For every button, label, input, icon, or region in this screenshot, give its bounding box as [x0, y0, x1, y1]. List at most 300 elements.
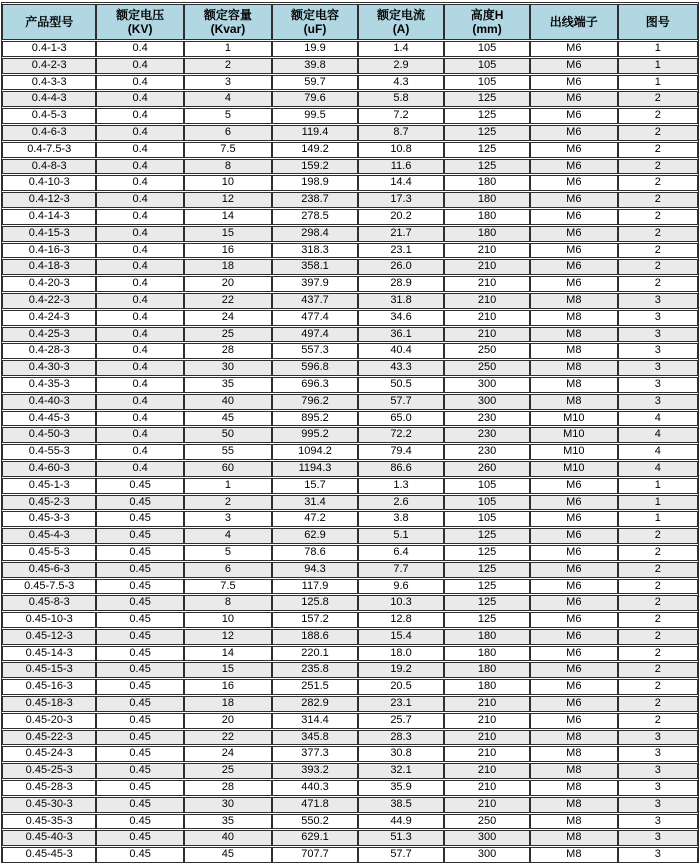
table-cell: 251.5	[272, 679, 358, 695]
table-row	[2, 495, 698, 511]
table-cell: 1	[618, 75, 698, 91]
table-row	[2, 444, 698, 460]
table-cell: 125	[444, 91, 530, 107]
table-cell: 12	[184, 629, 272, 645]
table-cell: 0.4	[96, 192, 183, 208]
table-row	[2, 125, 698, 141]
column-header-label: 额定电压	[116, 8, 165, 22]
table-cell: 4	[184, 91, 272, 107]
table-row	[2, 830, 698, 846]
table-cell: 16	[184, 243, 272, 259]
table-cell: 25.7	[358, 713, 444, 729]
table-cell: M6	[530, 629, 617, 645]
table-cell: 3	[618, 360, 698, 376]
table-cell: 0.45-45-3	[2, 847, 96, 863]
table-row	[2, 259, 698, 275]
table-cell: 36.1	[358, 327, 444, 343]
column-header-unit: (A)	[392, 22, 410, 36]
table-row	[2, 579, 698, 595]
table-cell: 0.45-10-3	[2, 612, 96, 628]
table-cell: 14	[184, 646, 272, 662]
table-cell: 437.7	[272, 293, 358, 309]
table-cell: 3	[618, 377, 698, 393]
table-cell: M6	[530, 528, 617, 544]
table-cell: 1	[618, 495, 698, 511]
table-cell: M8	[530, 343, 617, 359]
table-cell: 0.4-50-3	[2, 427, 96, 443]
table-cell: 38.5	[358, 797, 444, 813]
table-row	[2, 75, 698, 91]
table-cell: 18	[184, 259, 272, 275]
table-cell: 440.3	[272, 780, 358, 796]
table-cell: 0.45-24-3	[2, 746, 96, 762]
table-cell: 314.4	[272, 713, 358, 729]
table-cell: 2	[618, 612, 698, 628]
table-cell: M6	[530, 595, 617, 611]
table-cell: 34.6	[358, 310, 444, 326]
table-cell: 0.45	[96, 780, 183, 796]
table-cell: 230	[444, 411, 530, 427]
table-cell: 24	[184, 746, 272, 762]
table-cell: M6	[530, 142, 617, 158]
table-cell: 1	[618, 511, 698, 527]
table-cell: M6	[530, 58, 617, 74]
column-header-4	[272, 4, 358, 40]
table-row	[2, 327, 698, 343]
table-cell: 40	[184, 394, 272, 410]
table-cell: 0.45-20-3	[2, 713, 96, 729]
table-cell: 159.2	[272, 159, 358, 175]
table-cell: 0.45	[96, 629, 183, 645]
table-cell: 180	[444, 209, 530, 225]
table-cell: 3	[618, 327, 698, 343]
column-header-5	[358, 4, 444, 40]
table-row	[2, 427, 698, 443]
table-cell: 125	[444, 142, 530, 158]
table-cell: 57.7	[358, 847, 444, 863]
table-cell: 2	[618, 209, 698, 225]
table-cell: 1	[184, 478, 272, 494]
table-cell: 0.45-8-3	[2, 595, 96, 611]
table-cell: 2	[618, 259, 698, 275]
table-cell: 3	[618, 797, 698, 813]
table-cell: 31.8	[358, 293, 444, 309]
table-cell: 0.4	[96, 259, 183, 275]
table-cell: 210	[444, 763, 530, 779]
table-cell: 44.9	[358, 814, 444, 830]
table-cell: 2	[618, 679, 698, 695]
table-row	[2, 343, 698, 359]
table-cell: 210	[444, 259, 530, 275]
column-header-unit: (mm)	[472, 22, 502, 36]
table-body	[2, 41, 698, 863]
table-cell: 0.4	[96, 159, 183, 175]
table-cell: 230	[444, 444, 530, 460]
table-cell: M6	[530, 612, 617, 628]
table-cell: 105	[444, 75, 530, 91]
table-cell: 3	[618, 847, 698, 863]
table-cell: 300	[444, 830, 530, 846]
table-cell: 25	[184, 763, 272, 779]
table-cell: 995.2	[272, 427, 358, 443]
table-cell: 0.45-4-3	[2, 528, 96, 544]
table-cell: 105	[444, 511, 530, 527]
table-cell: 0.4-25-3	[2, 327, 96, 343]
table-cell: 2	[618, 662, 698, 678]
table-cell: M8	[530, 797, 617, 813]
table-cell: 12.8	[358, 612, 444, 628]
table-cell: M6	[530, 679, 617, 695]
table-row	[2, 243, 698, 259]
table-cell: M6	[530, 41, 617, 57]
table-cell: 7.5	[184, 142, 272, 158]
table-row	[2, 293, 698, 309]
table-cell: 119.4	[272, 125, 358, 141]
table-cell: 5.8	[358, 91, 444, 107]
table-cell: 20	[184, 276, 272, 292]
table-cell: 2	[618, 562, 698, 578]
table-cell: M6	[530, 646, 617, 662]
table-cell: 14.4	[358, 175, 444, 191]
table-cell: 4	[618, 411, 698, 427]
table-cell: 10	[184, 175, 272, 191]
table-row	[2, 175, 698, 191]
table-cell: M6	[530, 159, 617, 175]
table-cell: 10	[184, 612, 272, 628]
table-cell: M6	[530, 713, 617, 729]
table-cell: M6	[530, 662, 617, 678]
table-row	[2, 595, 698, 611]
table-cell: 260	[444, 461, 530, 477]
table-cell: M8	[530, 730, 617, 746]
table-cell: 2	[618, 579, 698, 595]
column-header-6	[444, 4, 530, 40]
table-cell: 4	[184, 528, 272, 544]
table-cell: 2	[618, 276, 698, 292]
table-cell: 0.4	[96, 91, 183, 107]
table-cell: 0.4	[96, 427, 183, 443]
table-cell: 180	[444, 175, 530, 191]
table-cell: 0.4	[96, 108, 183, 124]
table-cell: 2	[618, 159, 698, 175]
table-cell: 3.8	[358, 511, 444, 527]
table-cell: 0.4-4-3	[2, 91, 96, 107]
table-cell: 557.3	[272, 343, 358, 359]
table-row	[2, 377, 698, 393]
table-cell: 0.4	[96, 276, 183, 292]
table-cell: 28	[184, 343, 272, 359]
table-row	[2, 108, 698, 124]
table-cell: 3	[618, 730, 698, 746]
table-cell: 0.4	[96, 327, 183, 343]
column-header-unit: (KV)	[127, 22, 153, 36]
table-cell: 25	[184, 327, 272, 343]
table-row	[2, 679, 698, 695]
table-cell: 35.9	[358, 780, 444, 796]
table-cell: 220.1	[272, 646, 358, 662]
table-cell: 105	[444, 41, 530, 57]
column-header-label: 额定容量	[203, 8, 252, 22]
table-cell: 0.45-35-3	[2, 814, 96, 830]
table-row	[2, 478, 698, 494]
table-cell: 0.45	[96, 847, 183, 863]
table-cell: 50.5	[358, 377, 444, 393]
table-row	[2, 713, 698, 729]
table-cell: 210	[444, 276, 530, 292]
table-cell: 2	[618, 108, 698, 124]
table-cell: 5.1	[358, 528, 444, 544]
table-cell: 8.7	[358, 125, 444, 141]
table-cell: 3	[618, 780, 698, 796]
table-cell: 596.8	[272, 360, 358, 376]
table-cell: 10.3	[358, 595, 444, 611]
table-cell: 2	[618, 629, 698, 645]
table-cell: 157.2	[272, 612, 358, 628]
table-cell: 22	[184, 730, 272, 746]
table-cell: 0.45	[96, 830, 183, 846]
table-row	[2, 629, 698, 645]
header-row	[2, 4, 698, 40]
table-cell: 1194.3	[272, 461, 358, 477]
table-cell: 40.4	[358, 343, 444, 359]
table-cell: M6	[530, 75, 617, 91]
table-cell: 0.4-40-3	[2, 394, 96, 410]
table-cell: 40	[184, 830, 272, 846]
table-cell: M8	[530, 847, 617, 863]
table-cell: 300	[444, 377, 530, 393]
table-cell: 0.45	[96, 595, 183, 611]
table-cell: 0.45	[96, 562, 183, 578]
table-cell: 105	[444, 495, 530, 511]
table-cell: 39.8	[272, 58, 358, 74]
table-cell: 0.45-12-3	[2, 629, 96, 645]
table-cell: 0.4-14-3	[2, 209, 96, 225]
table-cell: 2	[618, 142, 698, 158]
table-cell: 0.4-28-3	[2, 343, 96, 359]
table-cell: 0.4-8-3	[2, 159, 96, 175]
table-cell: 0.45	[96, 511, 183, 527]
table-cell: 0.4	[96, 394, 183, 410]
table-cell: M8	[530, 814, 617, 830]
table-cell: 2	[618, 545, 698, 561]
table-cell: 250	[444, 343, 530, 359]
table-cell: 180	[444, 662, 530, 678]
table-cell: 8	[184, 159, 272, 175]
table-cell: 629.1	[272, 830, 358, 846]
table-cell: 0.4	[96, 343, 183, 359]
table-cell: 318.3	[272, 243, 358, 259]
table-row	[2, 814, 698, 830]
table-cell: 149.2	[272, 142, 358, 158]
table-cell: 0.45	[96, 478, 183, 494]
table-cell: 24	[184, 310, 272, 326]
table-cell: 2	[618, 91, 698, 107]
table-cell: 1	[618, 478, 698, 494]
table-cell: 2	[618, 125, 698, 141]
table-cell: 210	[444, 243, 530, 259]
table-cell: M6	[530, 478, 617, 494]
table-cell: 210	[444, 293, 530, 309]
table-cell: 125	[444, 579, 530, 595]
table-cell: 51.3	[358, 830, 444, 846]
table-cell: 0.45-6-3	[2, 562, 96, 578]
table-cell: 0.45-25-3	[2, 763, 96, 779]
table-cell: 3	[618, 293, 698, 309]
table-cell: 57.7	[358, 394, 444, 410]
table-cell: 0.4-3-3	[2, 75, 96, 91]
table-cell: 105	[444, 58, 530, 74]
table-cell: 0.4	[96, 175, 183, 191]
table-cell: 9.6	[358, 579, 444, 595]
table-cell: 26.0	[358, 259, 444, 275]
table-row	[2, 41, 698, 57]
table-cell: 10.8	[358, 142, 444, 158]
table-cell: M10	[530, 411, 617, 427]
table-cell: 2	[618, 595, 698, 611]
table-cell: 0.4-22-3	[2, 293, 96, 309]
table-cell: 125.8	[272, 595, 358, 611]
table-cell: 12	[184, 192, 272, 208]
table-cell: 0.4	[96, 226, 183, 242]
table-cell: 18	[184, 696, 272, 712]
table-cell: 345.8	[272, 730, 358, 746]
table-cell: 300	[444, 847, 530, 863]
table-cell: 0.4	[96, 125, 183, 141]
table-cell: 99.5	[272, 108, 358, 124]
table-cell: 0.45	[96, 814, 183, 830]
table-cell: 238.7	[272, 192, 358, 208]
table-cell: M6	[530, 192, 617, 208]
table-cell: 278.5	[272, 209, 358, 225]
table-cell: 0.45-1-3	[2, 478, 96, 494]
table-cell: 397.9	[272, 276, 358, 292]
table-cell: 79.6	[272, 91, 358, 107]
column-header-unit: (Kvar)	[210, 22, 246, 36]
table-cell: 0.4-55-3	[2, 444, 96, 460]
capacitor-spec-table	[1, 2, 699, 863]
table-cell: 45	[184, 411, 272, 427]
table-cell: 0.4-10-3	[2, 175, 96, 191]
table-cell: 125	[444, 545, 530, 561]
table-cell: 0.45-28-3	[2, 780, 96, 796]
table-cell: 550.2	[272, 814, 358, 830]
table-cell: M6	[530, 243, 617, 259]
table-cell: 0.45-22-3	[2, 730, 96, 746]
table-cell: 78.6	[272, 545, 358, 561]
table-cell: 0.45	[96, 713, 183, 729]
table-cell: 14	[184, 209, 272, 225]
table-cell: 0.4	[96, 243, 183, 259]
table-cell: M8	[530, 763, 617, 779]
table-cell: 0.45	[96, 797, 183, 813]
table-cell: 60	[184, 461, 272, 477]
table-cell: 0.4-15-3	[2, 226, 96, 242]
table-cell: 7.5	[184, 579, 272, 595]
table-cell: 2	[618, 175, 698, 191]
table-cell: 377.3	[272, 746, 358, 762]
table-cell: 2	[618, 192, 698, 208]
column-header-label: 出线端子	[549, 15, 598, 29]
table-cell: 0.4-20-3	[2, 276, 96, 292]
table-cell: 3	[618, 310, 698, 326]
table-cell: 2	[618, 226, 698, 242]
table-cell: 47.2	[272, 511, 358, 527]
table-cell: 7.2	[358, 108, 444, 124]
table-cell: 28.3	[358, 730, 444, 746]
table-cell: 0.4	[96, 360, 183, 376]
column-header-label: 额定电流	[377, 8, 426, 22]
table-cell: 0.45-3-3	[2, 511, 96, 527]
table-cell: 0.45	[96, 730, 183, 746]
table-cell: 20.5	[358, 679, 444, 695]
table-cell: 4	[618, 444, 698, 460]
table-cell: 210	[444, 746, 530, 762]
table-cell: M6	[530, 91, 617, 107]
table-cell: 7.7	[358, 562, 444, 578]
table-cell: 15	[184, 662, 272, 678]
table-row	[2, 394, 698, 410]
table-cell: M8	[530, 780, 617, 796]
table-cell: 2	[184, 58, 272, 74]
table-cell: 0.4-24-3	[2, 310, 96, 326]
table-cell: M8	[530, 327, 617, 343]
table-cell: 477.4	[272, 310, 358, 326]
column-header-7	[530, 4, 617, 40]
column-header-3	[184, 4, 272, 40]
table-cell: 21.7	[358, 226, 444, 242]
table-cell: M10	[530, 444, 617, 460]
table-cell: 3	[618, 343, 698, 359]
table-cell: M6	[530, 511, 617, 527]
table-cell: M6	[530, 209, 617, 225]
table-cell: 300	[444, 394, 530, 410]
table-cell: 0.45	[96, 528, 183, 544]
table-cell: 1	[184, 41, 272, 57]
table-cell: 0.4-5-3	[2, 108, 96, 124]
table-cell: 497.4	[272, 327, 358, 343]
table-cell: 796.2	[272, 394, 358, 410]
table-cell: 4.3	[358, 75, 444, 91]
table-cell: 0.4-18-3	[2, 259, 96, 275]
table-cell: 43.3	[358, 360, 444, 376]
table-row	[2, 310, 698, 326]
table-cell: 2.6	[358, 495, 444, 511]
table-cell: 298.4	[272, 226, 358, 242]
table-cell: 6	[184, 562, 272, 578]
table-cell: 0.45-30-3	[2, 797, 96, 813]
table-cell: 0.4-12-3	[2, 192, 96, 208]
table-cell: 0.4-6-3	[2, 125, 96, 141]
table-cell: 3	[184, 511, 272, 527]
table-cell: 210	[444, 780, 530, 796]
table-cell: 15.4	[358, 629, 444, 645]
table-cell: M6	[530, 276, 617, 292]
table-cell: M6	[530, 175, 617, 191]
table-cell: 45	[184, 847, 272, 863]
table-cell: 250	[444, 360, 530, 376]
table-cell: 35	[184, 377, 272, 393]
table-cell: M6	[530, 125, 617, 141]
table-cell: 1.3	[358, 478, 444, 494]
table-cell: 5	[184, 545, 272, 561]
table-row	[2, 780, 698, 796]
table-cell: M10	[530, 461, 617, 477]
table-cell: M8	[530, 293, 617, 309]
table-cell: 32.1	[358, 763, 444, 779]
table-cell: 125	[444, 562, 530, 578]
table-cell: 210	[444, 730, 530, 746]
table-row	[2, 58, 698, 74]
